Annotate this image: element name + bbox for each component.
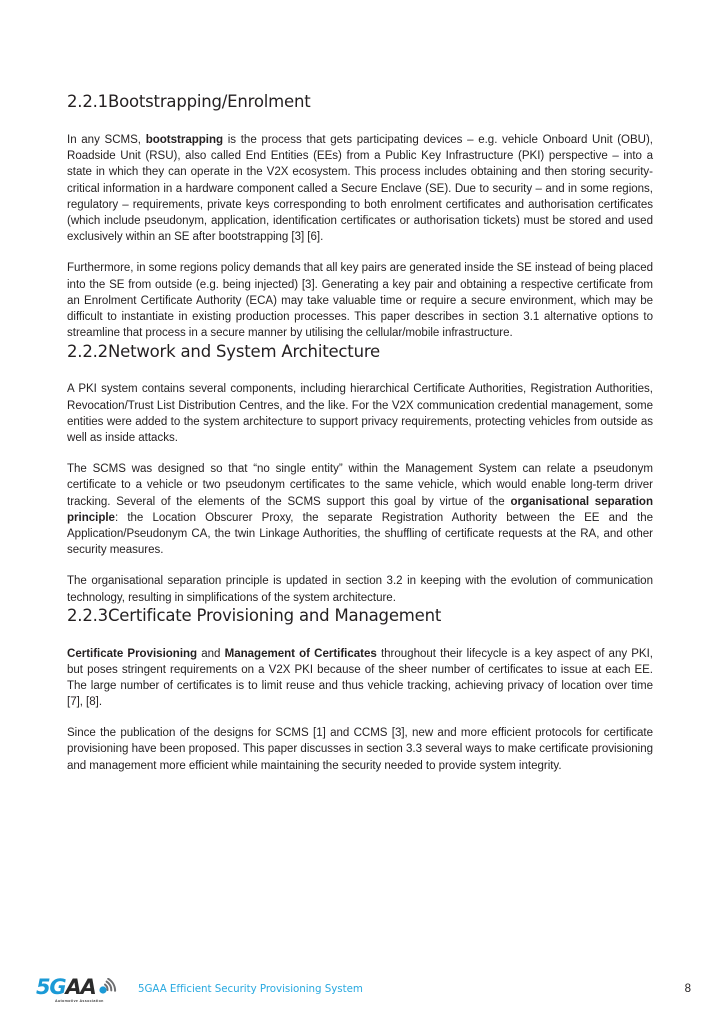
paragraph [67, 132, 653, 246]
body-text: is the process that gets participating devices – e.g. vehicle Onboard Unit (OBU), Roadside Unit (RSU), also called End Entities (EEs) from a Public Key Infrastructure (PKI) perspective – into a state in which they can operate in the V2X ecosystem. This process includes obtaining and then storing security-critical information in a hardware component called a Secure Enclave (SE). Due to security – and in some regions, regulatory – requirements, private keys corresponding to both enrolment certificates and authorisation certificates (which include pseudonym, application, identification certificates or authorisation tickets) must be stored and used exclusively within an SE after bootstrapping [3] [6]. [67, 133, 653, 244]
body-text: throughout their lifecycle is a key aspect of any PKI, but poses stringent requirements on a V2X PKI because of the sheer number of certificates to issue at each EE. The large number of certificates is to limit reuse and thus vehicle tracking, achieving privacy of location over time [7], [8]. [67, 647, 653, 709]
heading-number: 2.2.3 [67, 605, 108, 625]
page-number: 8 [684, 983, 691, 995]
emphasis-text: Certificate Provisioning [67, 647, 198, 660]
emphasis-text: organisational separation principle [67, 495, 653, 524]
body-text: Since the publication of the designs for SCMS [1] and CCMS [3], new and more efficient protocols for certificate provisioning have been proposed. This paper discusses in section 3.3 several ways to make certificate provisioning and management more efficient while maintaining the security needed to provide system integrity. [67, 727, 653, 772]
body-text: Furthermore, in some regions policy demands that all key pairs are generated inside the SE instead of being placed into the SE from outside (e.g. being injected) [3]. Generating a key pair and obtaining a respective certificate from an Enrolment Certificate Authority (ECA) may take valuable time or require a secure environment, which may be difficult to instantiate in existing production processes. This paper describes in section 3.1 alternative options to streamline that process in a secure manner by utilising the cellular/mobile infrastructure. [67, 262, 653, 340]
heading-number: 2.2.2 [67, 341, 108, 361]
document-body [67, 92, 653, 774]
footer-title: 5GAA Efficient Security Provisioning System [138, 983, 363, 995]
signal-wave-icon [96, 978, 122, 1000]
heading-2-2-2 [67, 342, 653, 363]
paragraph [67, 725, 653, 774]
logo-wordmark [36, 975, 96, 999]
body-text: A PKI system contains several components, including hierarchical Certificate Authorities, Registration Authorities, Revocation/Trust List Distribution Centres, and the like. For the V2X communication credential management, some entities were added to the system architecture to support privacy requirements, protecting vehicles from outside as well as inside attacks. [67, 383, 653, 445]
heading-title: Network and System Architecture [107, 341, 380, 361]
heading-title: Certificate Provisioning and Management [107, 605, 442, 625]
paragraph [67, 381, 653, 446]
logo-text-primary: 5G [36, 975, 66, 999]
emphasis-text: bootstrapping [145, 133, 224, 146]
paragraph [67, 461, 653, 559]
emphasis-text: Management of Certificates [224, 647, 377, 660]
heading-number: 2.2.1 [67, 92, 108, 111]
paragraph [67, 573, 653, 606]
body-text: The SCMS was designed so that “no single entity” within the Management System can relate a pseudonym certificate to a vehicle or two pseudonym certificates to the same vehicle, which would enable long-term driver tracking. Several of the elements of the SCMS support this goal by virtue of the [67, 463, 653, 508]
body-text: : the Location Obscurer Proxy, the separate Registration Authority between the EE and the Application/Pseudonym CA, the twin Linkage Authorities, the shuffling of certificate requests at the RA, and other security measures. [67, 511, 653, 557]
paragraph [67, 260, 653, 341]
body-text: In any SCMS, [67, 133, 146, 146]
logo-text-secondary: AA [65, 975, 96, 999]
heading-2-2-1 [67, 92, 653, 113]
heading-title: Bootstrapping/Enrolment [107, 92, 311, 111]
logo-subtitle: Automotive Association [55, 999, 104, 1003]
heading-2-2-3 [67, 606, 653, 627]
body-text: The organisational separation principle is updated in section 3.2 in keeping with the evolution of communication technology, resulting in simplifications of the system architecture. [67, 575, 653, 604]
5gaa-logo [36, 975, 122, 1009]
paragraph [67, 646, 653, 711]
page-footer [0, 963, 724, 1024]
body-text: and [197, 647, 225, 660]
